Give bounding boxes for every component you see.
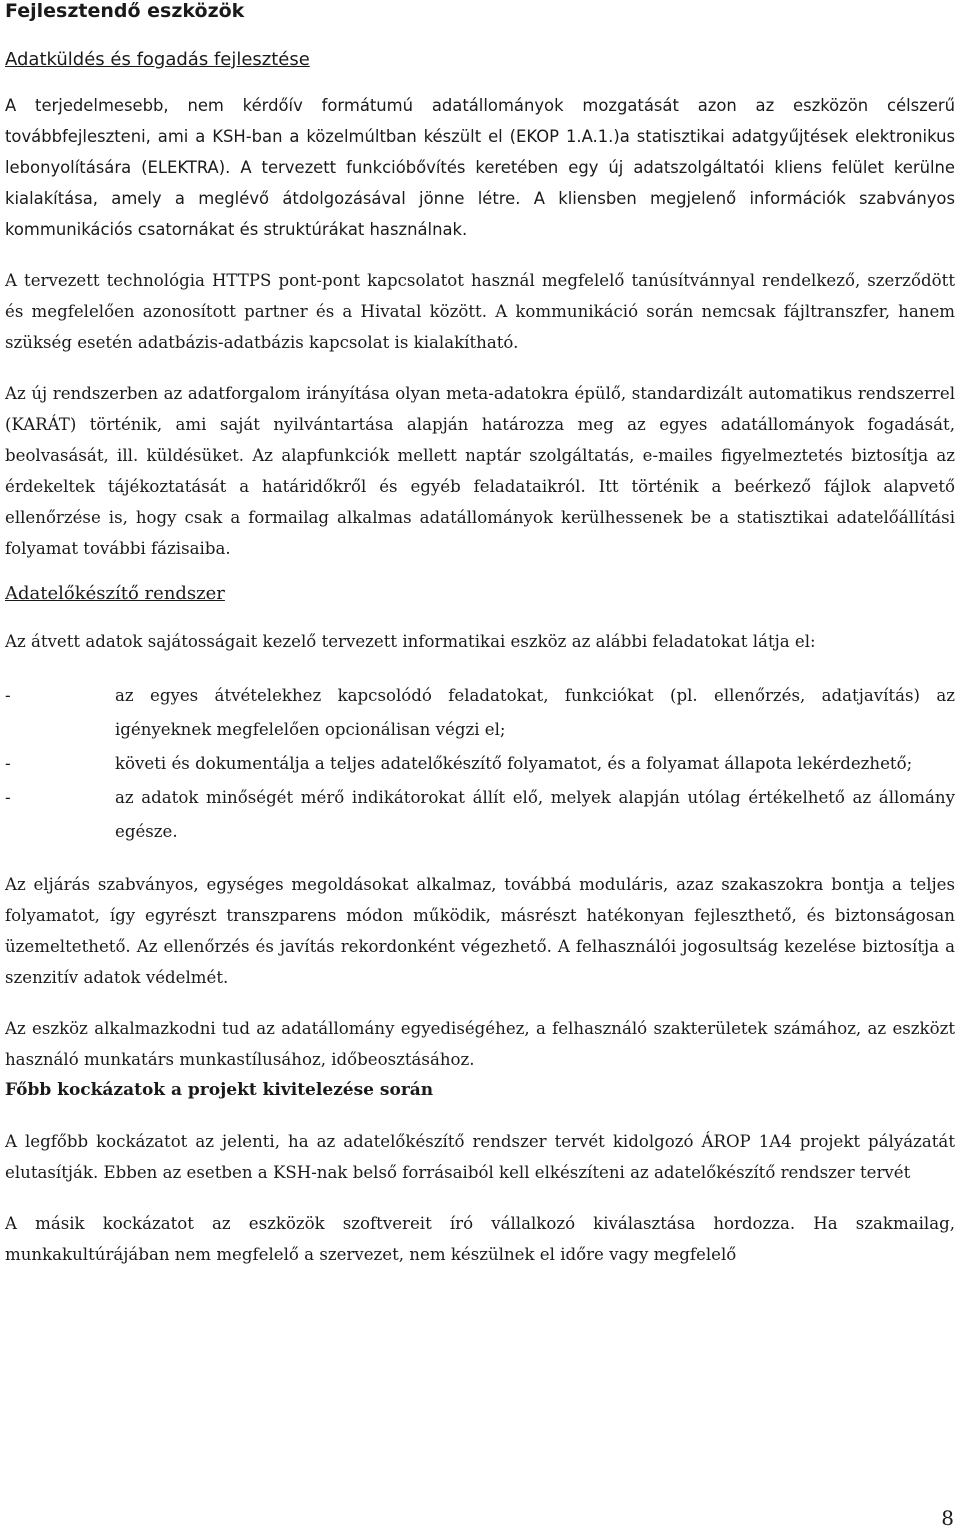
risks-heading: Főbb kockázatok a projekt kivitelezése során [5,1080,434,1100]
section-heading-data-transfer: Adatküldés és fogadás fejlesztése [5,49,310,70]
list-item-text: az egyes átvételekhez kapcsolódó feladatokat, funkciókat (pl. ellenőrzés, adatjavítás) az igényeknek megfelelően opcionálisan végzi el; [115,686,955,739]
page-number: 8 [941,1506,954,1530]
list-item-text: követi és dokumentálja a teljes adatelőkészítő folyamatot, és a folyamat állapota lekérdezhető; [115,754,913,773]
paragraph-tasks-intro: Az átvett adatok sajátosságait kezelő tervezett informatikai eszköz az alábbi feladatokat látja el: [5,632,816,651]
list-item [5,781,955,849]
paragraph-procedure: Az eljárás szabványos, egységes megoldásokat alkalmaz, továbbá moduláris, azaz szakaszokra bontja a teljes folyamatot, így egyrészt transzparens módon működik, másrészt hatékonyan fejleszthető, és biztonságosan üzemeltethető. Az ellenőrzés és javítás rekordonként végezhető. A felhasználói jogosultság kezelése biztosítja a szenzitív adatok védelmét. [5,875,955,987]
section-heading-data-preparation: Adatelőkészítő rendszer [5,583,225,604]
main-heading: Fejlesztendő eszközök [5,0,245,22]
paragraph-elektra: A terjedelmesebb, nem kérdőív formátumú adatállományok mozgatását azon az eszközön célszerű továbbfejleszteni, ami a KSH-ban a közelmúltban készült el (EKOP 1.A.1.)a statisztikai adatgyűjtések elektronikus lebonyolítására (ELEKTRA). A tervezett funkcióbővítés keretében egy új adatszolgáltatói kliens felület kerülne kialakítása, amely a meglévő átdolgozásával jönne létre. A kliensben megjelenő információk szabványos kommunikációs csatornákat és struktúrákat használnak. [5,96,955,239]
paragraph-risk-main: A legfőbb kockázatot az jelenti, ha az adatelőkészítő rendszer tervét kidolgozó ÁROP 1A4 projekt pályázatát elutasítják. Ebben az esetben a KSH-nak belső forrásaiból kell elkészíteni az adatelőkészítő rendszer tervét [5,1132,955,1182]
paragraph-https: A tervezett technológia HTTPS pont-pont kapcsolatot használ megfelelő tanúsítvánnyal rendelkező, szerződött és megfelelően azonosított partner és a Hivatal között. A kommunikáció során nemcsak fájltranszfer, hanem szükség esetén adatbázis-adatbázis kapcsolat is kialakítható. [5,271,955,352]
paragraph-risk-contractor: A másik kockázatot az eszközök szoftvereit író vállalkozó kiválasztása hordozza. Ha szakmailag, munkakultúrájában nem megfelelő a szervezet, nem készülnek el időre vagy megfelelő [5,1214,955,1264]
dash-bullet: - [5,754,11,773]
list-item [5,747,955,781]
paragraph-karat: Az új rendszerben az adatforgalom irányítása olyan meta-adatokra épülő, standardizált automatikus rendszerrel (KARÁT) történik, ami saját nyilvántartása alapján határozza meg az egyes adatállományok fogadását, beolvasását, ill. küldésüket. Az alapfunkciók mellett naptár szolgáltatás, e-mailes figyelmeztetés biztosítja az érdekeltek tájékoztatását a határidőkről és egyéb feladataikról. Itt történik a beérkező fájlok alapvető ellenőrzése is, hogy csak a formailag alkalmas adatállományok kerülhessenek be a statisztikai adatelőállítási folyamat további fázisaiba. [5,384,955,558]
list-item-text: az adatok minőségét mérő indikátorokat állít elő, melyek alapján utólag értékelhető az állomány egésze. [115,788,955,841]
list-item [5,679,955,747]
task-list [5,679,955,849]
paragraph-adaptability: Az eszköz alkalmazkodni tud az adatállomány egyediségéhez, a felhasználó szakterületek számához, az eszközt használó munkatárs munkastílusához, időbeosztásához. [5,1019,955,1069]
dash-bullet: - [5,788,11,807]
dash-bullet: - [5,686,11,705]
document-page [5,0,955,1270]
